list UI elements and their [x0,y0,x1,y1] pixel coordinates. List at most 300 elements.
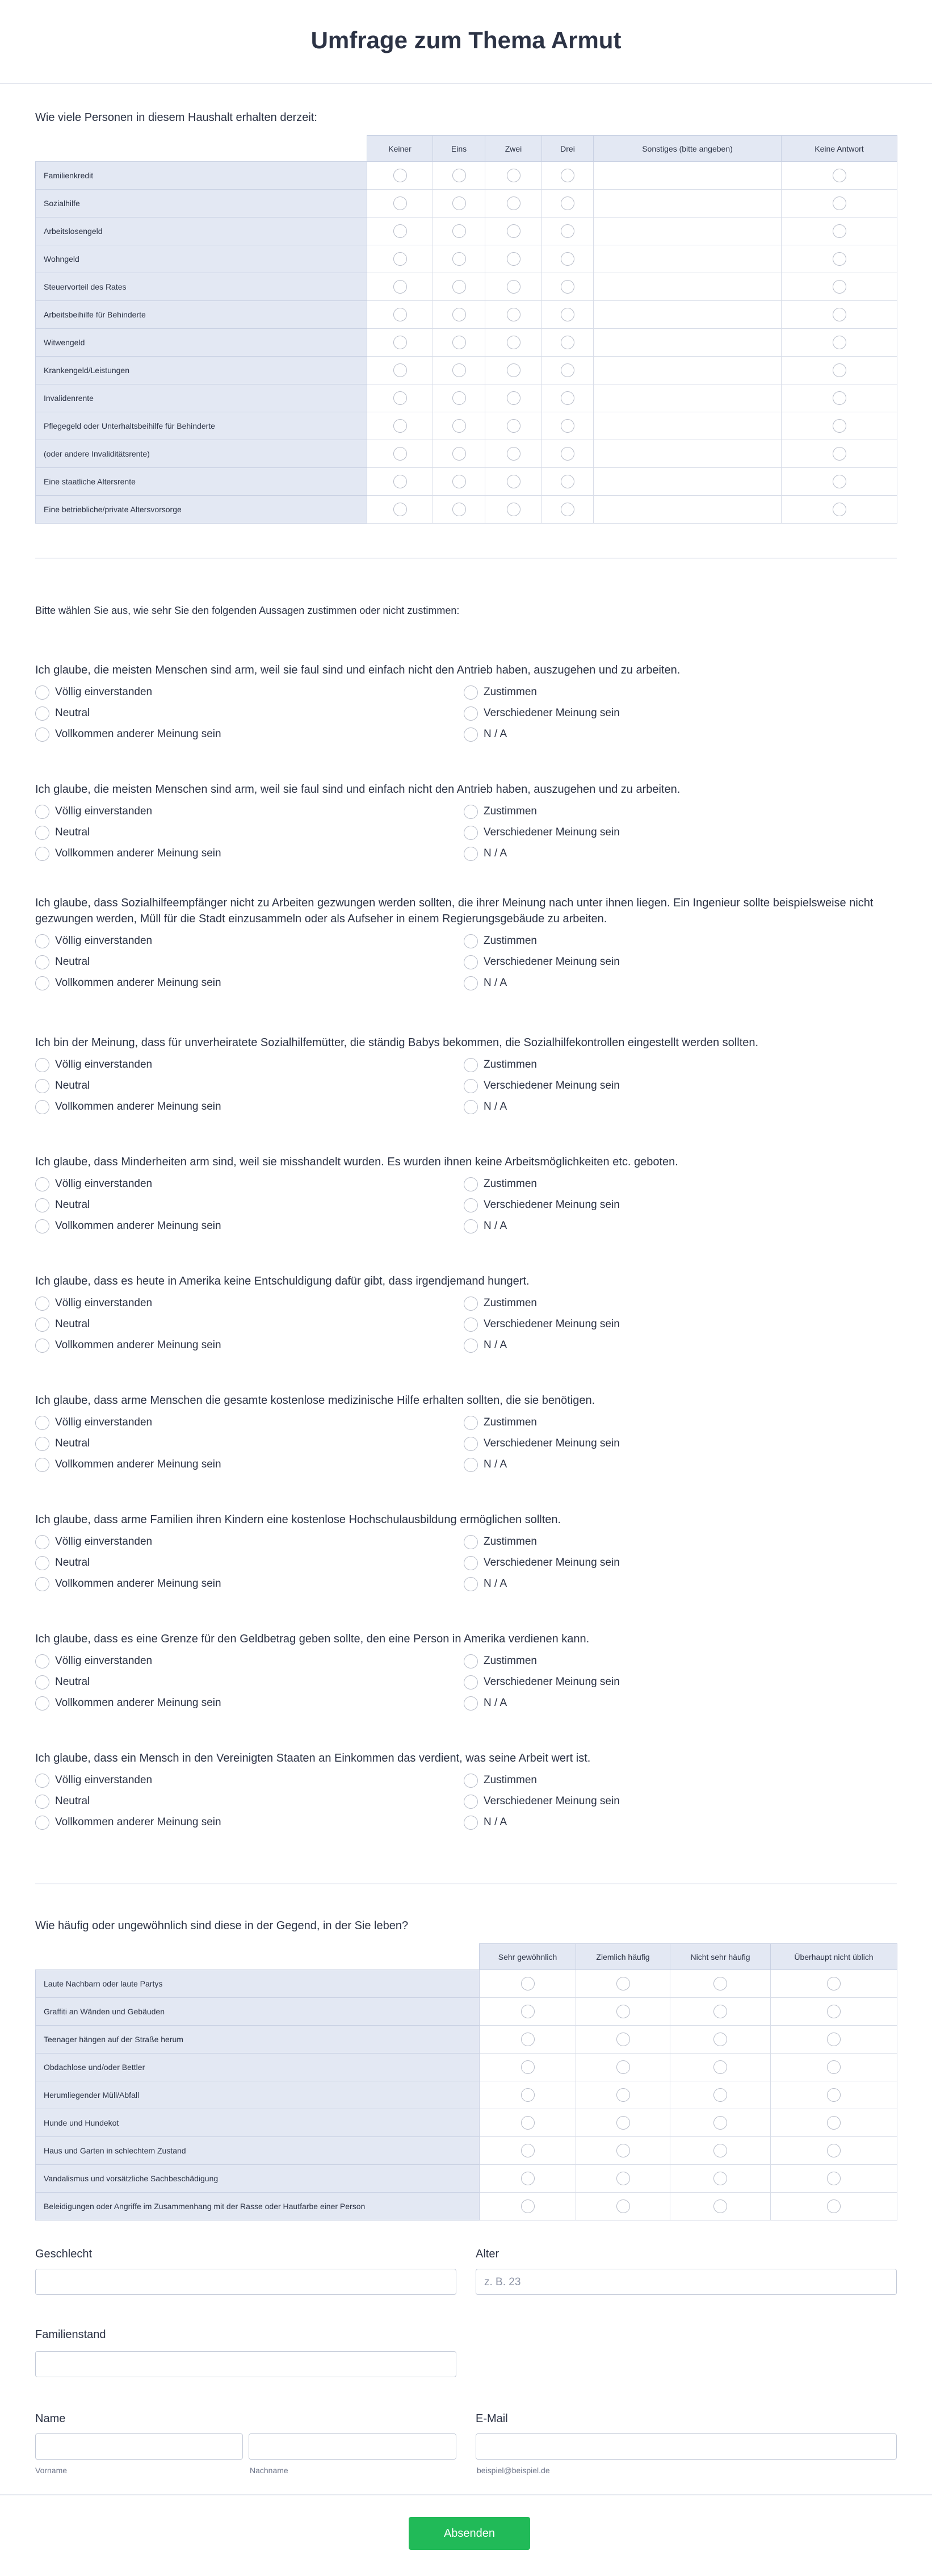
email-input[interactable] [476,2433,897,2460]
matrix-radio[interactable] [452,280,466,294]
radio-circle[interactable] [464,1696,478,1711]
radio-circle[interactable] [35,1696,49,1711]
other-specify-input[interactable] [594,412,782,440]
radio-circle[interactable] [35,1100,49,1114]
radio-option[interactable] [464,1576,892,1591]
radio-option[interactable] [35,1415,464,1430]
matrix-radio[interactable] [616,2005,630,2018]
radio-circle[interactable] [464,1535,478,1549]
matrix-radio[interactable] [833,308,846,321]
matrix-radio[interactable] [713,1977,727,1990]
matrix-cell [771,1970,897,1998]
radio-circle[interactable] [464,1556,478,1570]
matrix-radio[interactable] [452,475,466,488]
other-specify-input[interactable] [594,357,782,384]
matrix-row-label: Vandalismus und vorsätzliche Sachbeschädigung [36,2165,480,2193]
matrix-cell [542,218,594,245]
other-specify-input[interactable] [594,162,782,190]
radio-option[interactable] [35,1773,464,1788]
radio-circle[interactable] [464,1297,478,1311]
radio-option[interactable] [35,825,464,840]
matrix-radio[interactable] [616,2088,630,2102]
age-input[interactable]: z. B. 23 [476,2269,897,2295]
matrix-radio[interactable] [507,336,520,349]
radio-option[interactable] [464,804,892,819]
matrix-radio[interactable] [713,2060,727,2074]
matrix-cell [485,468,542,496]
radio-circle[interactable] [35,727,49,742]
radio-circle[interactable] [35,1219,49,1233]
matrix-radio[interactable] [827,2199,841,2213]
matrix-radio[interactable] [561,196,574,210]
matrix-radio[interactable] [521,2005,535,2018]
matrix-row [36,2193,897,2220]
matrix-cell [485,496,542,524]
matrix-radio[interactable] [507,391,520,405]
matrix-radio[interactable] [616,2060,630,2074]
matrix-row [36,384,897,412]
radio-option[interactable] [35,1534,464,1549]
radio-circle[interactable] [35,1339,49,1353]
radio-circle[interactable] [35,976,49,990]
radio-option[interactable] [35,1815,464,1830]
radio-option[interactable] [464,1773,892,1788]
matrix-row [36,2109,897,2137]
matrix-radio[interactable] [507,224,520,238]
radio-circle[interactable] [35,847,49,861]
other-specify-input[interactable] [594,301,782,329]
matrix-radio[interactable] [507,196,520,210]
radio-circle[interactable] [464,1675,478,1690]
radio-circle[interactable] [464,976,478,990]
radio-circle[interactable] [35,1675,49,1690]
radio-circle[interactable] [464,706,478,721]
radio-option-label: Vollkommen anderer Meinung sein [55,1101,221,1113]
matrix-radio[interactable] [393,419,407,433]
matrix-radio[interactable] [561,391,574,405]
matrix-radio[interactable] [452,308,466,321]
matrix-radio[interactable] [521,2199,535,2213]
matrix-radio[interactable] [713,2199,727,2213]
matrix-radio[interactable] [393,280,407,294]
radio-circle[interactable] [464,847,478,861]
radio-option[interactable] [464,1555,892,1570]
matrix-row-label: Witwengeld [36,329,367,357]
radio-option[interactable] [35,1057,464,1072]
statement-text: Ich bin der Meinung, dass für unverheiratete Sozialhilfemütter, die ständig Babys bekommen, die Sozialhilfekontrollen eingestellt werden sollten. [35,1036,759,1049]
statement-options [35,1654,897,1711]
radio-option[interactable] [35,1675,464,1690]
radio-circle[interactable] [464,1774,478,1788]
other-specify-input[interactable] [594,218,782,245]
matrix-radio[interactable] [521,1977,535,1990]
radio-circle[interactable] [35,1416,49,1430]
matrix-cell [480,2193,576,2220]
radio-option-label: Vollkommen anderer Meinung sein [55,728,221,740]
matrix-radio[interactable] [507,447,520,461]
matrix-radio[interactable] [561,224,574,238]
radio-circle[interactable] [464,1219,478,1233]
radio-option[interactable] [464,1815,892,1830]
radio-option[interactable] [35,706,464,721]
matrix-cell [485,440,542,468]
other-specify-input[interactable] [594,245,782,273]
matrix-radio[interactable] [833,196,846,210]
radio-circle[interactable] [464,1079,478,1093]
radio-circle[interactable] [35,1774,49,1788]
radio-circle[interactable] [464,1458,478,1472]
radio-circle[interactable] [464,727,478,742]
radio-option[interactable] [35,1177,464,1191]
first-name-input[interactable] [35,2433,243,2460]
matrix-radio[interactable] [616,2116,630,2130]
matrix-radio[interactable] [561,169,574,182]
matrix-radio[interactable] [521,2060,535,2074]
radio-circle[interactable] [464,1058,478,1072]
matrix-radio[interactable] [827,2060,841,2074]
radio-circle[interactable] [464,685,478,700]
radio-circle[interactable] [464,1177,478,1191]
matrix-radio[interactable] [616,2199,630,2213]
radio-option[interactable] [35,1654,464,1668]
statement-options [35,685,897,742]
matrix-column-header: Drei [542,136,594,162]
matrix-radio[interactable] [713,2144,727,2157]
matrix-radio[interactable] [507,363,520,377]
matrix-radio[interactable] [507,252,520,266]
radio-option[interactable] [35,727,464,742]
radio-option-label: Verschiedener Meinung sein [484,707,620,719]
radio-circle[interactable] [35,1198,49,1212]
radio-circle[interactable] [464,1416,478,1430]
radio-circle[interactable] [35,1795,49,1809]
radio-option[interactable] [464,1177,892,1191]
radio-circle[interactable] [35,1079,49,1093]
matrix-radio[interactable] [393,196,407,210]
statement-text: Ich glaube, dass Minderheiten arm sind, weil sie misshandelt wurden. Es wurden ihnen keine Arbeitsmöglichkeiten etc. geboten. [35,1156,678,1168]
matrix-radio[interactable] [833,252,846,266]
matrix-row [36,2081,897,2109]
radio-option[interactable] [35,1099,464,1114]
radio-circle[interactable] [35,1654,49,1668]
radio-option[interactable] [35,976,464,990]
radio-option[interactable] [35,685,464,700]
radio-option[interactable] [35,1457,464,1472]
radio-circle[interactable] [464,1437,478,1451]
radio-circle[interactable] [35,1437,49,1451]
radio-circle[interactable] [35,1177,49,1191]
other-specify-input[interactable] [594,496,782,524]
radio-option[interactable] [464,1317,892,1332]
matrix-radio[interactable] [833,169,846,182]
radio-option[interactable] [464,825,892,840]
radio-option[interactable] [35,1555,464,1570]
matrix-radio[interactable] [833,447,846,461]
radio-option[interactable] [464,1338,892,1353]
matrix-radio[interactable] [393,475,407,488]
radio-circle[interactable] [35,1318,49,1332]
radio-circle[interactable] [464,1339,478,1353]
radio-circle[interactable] [464,1318,478,1332]
matrix-radio[interactable] [713,2172,727,2185]
radio-option[interactable] [464,1696,892,1711]
matrix-radio[interactable] [393,336,407,349]
matrix-radio[interactable] [521,2172,535,2185]
matrix-cell [782,412,897,440]
radio-option[interactable] [35,1338,464,1353]
matrix-radio[interactable] [561,280,574,294]
radio-option[interactable] [35,1696,464,1711]
matrix-cell [485,190,542,218]
radio-option[interactable] [464,1296,892,1311]
other-specify-input[interactable] [594,440,782,468]
radio-circle[interactable] [464,955,478,969]
radio-option-label: N / A [484,1220,507,1232]
matrix-radio[interactable] [452,503,466,516]
matrix-radio[interactable] [452,363,466,377]
matrix-row-label: Hunde und Hundekot [36,2109,480,2137]
matrix-radio[interactable] [713,2033,727,2046]
matrix-radio[interactable] [561,308,574,321]
radio-circle[interactable] [464,934,478,948]
radio-circle[interactable] [464,1100,478,1114]
matrix-radio[interactable] [452,224,466,238]
radio-option[interactable] [464,727,892,742]
matrix-radio[interactable] [452,447,466,461]
radio-option[interactable] [464,934,892,948]
radio-option[interactable] [35,1317,464,1332]
radio-option[interactable] [464,1219,892,1233]
matrix-cell [433,245,485,273]
radio-circle[interactable] [35,1816,49,1830]
matrix-cell [367,357,433,384]
matrix-radio[interactable] [713,2088,727,2102]
radio-option[interactable] [464,955,892,969]
matrix-radio[interactable] [521,2088,535,2102]
matrix-cell [367,329,433,357]
matrix-cell [367,218,433,245]
matrix-radio[interactable] [561,503,574,516]
matrix-radio[interactable] [713,2116,727,2130]
radio-circle[interactable] [35,1058,49,1072]
matrix-radio[interactable] [827,2116,841,2130]
radio-circle[interactable] [464,1816,478,1830]
matrix-radio[interactable] [616,2172,630,2185]
radio-option[interactable] [35,1436,464,1451]
statement-options [35,1177,897,1233]
matrix-radio[interactable] [833,280,846,294]
radio-option-label: Vollkommen anderer Meinung sein [55,1578,221,1590]
matrix-radio[interactable] [827,2144,841,2157]
radio-option-label: Zustimmen [484,1178,537,1190]
matrix-radio[interactable] [393,503,407,516]
matrix-radio[interactable] [521,2144,535,2157]
matrix-cell [433,273,485,301]
matrix-cell [782,218,897,245]
matrix-radio[interactable] [827,2088,841,2102]
matrix-cell [433,301,485,329]
radio-option[interactable] [464,1057,892,1072]
matrix-corner [36,136,367,162]
matrix-radio[interactable] [521,2033,535,2046]
other-specify-input[interactable] [594,273,782,301]
radio-option-label: Neutral [55,1080,90,1092]
radio-circle[interactable] [35,955,49,969]
radio-option[interactable] [464,1415,892,1430]
matrix-radio[interactable] [561,336,574,349]
matrix-radio[interactable] [561,252,574,266]
radio-option[interactable] [35,955,464,969]
matrix-cell [367,245,433,273]
radio-option[interactable] [464,685,892,700]
radio-circle[interactable] [35,805,49,819]
radio-option-label: Verschiedener Meinung sein [484,956,620,968]
matrix-radio[interactable] [452,336,466,349]
radio-option[interactable] [35,1219,464,1233]
radio-option[interactable] [464,706,892,721]
matrix-radio[interactable] [393,308,407,321]
matrix-radio[interactable] [393,252,407,266]
matrix-radio[interactable] [616,1977,630,1990]
radio-option-label: Neutral [55,826,90,838]
other-specify-input[interactable] [594,468,782,496]
matrix-radio[interactable] [452,196,466,210]
radio-option[interactable] [464,1078,892,1093]
radio-option[interactable] [464,1436,892,1451]
matrix-radio[interactable] [616,2144,630,2157]
radio-option-label: Völlig einverstanden [55,1178,153,1190]
radio-circle[interactable] [464,1654,478,1668]
radio-circle[interactable] [35,1577,49,1591]
matrix-radio[interactable] [452,419,466,433]
radio-option-label: Zustimmen [484,686,537,698]
radio-circle[interactable] [35,685,49,700]
radio-circle[interactable] [464,1577,478,1591]
radio-option[interactable] [464,1198,892,1212]
radio-option-label: Vollkommen anderer Meinung sein [55,847,221,859]
matrix-radio[interactable] [827,2172,841,2185]
matrix-radio[interactable] [393,224,407,238]
radio-circle[interactable] [464,1795,478,1809]
matrix-radio[interactable] [833,336,846,349]
matrix-radio[interactable] [393,169,407,182]
statement-question [35,1392,897,1472]
matrix-radio[interactable] [827,2033,841,2046]
matrix-radio[interactable] [833,503,846,516]
matrix-column-header: Keine Antwort [782,136,897,162]
matrix-radio[interactable] [713,2005,727,2018]
matrix-cell [771,2081,897,2109]
radio-option[interactable] [464,1654,892,1668]
matrix-column-header: Ziemlich häufig [576,1944,670,1970]
radio-option[interactable] [35,934,464,948]
radio-option[interactable] [464,976,892,990]
radio-option-label: Neutral [55,1795,90,1807]
matrix-radio[interactable] [452,252,466,266]
matrix-radio[interactable] [833,224,846,238]
matrix-radio[interactable] [561,363,574,377]
radio-option[interactable] [464,1457,892,1472]
matrix-row [36,468,897,496]
matrix-radio[interactable] [616,2033,630,2046]
matrix-radio[interactable] [507,308,520,321]
matrix-cell [542,190,594,218]
matrix-cell [670,2081,771,2109]
other-specify-input[interactable] [594,329,782,357]
other-specify-input[interactable] [594,384,782,412]
matrix-radio[interactable] [507,475,520,488]
matrix-radio[interactable] [507,419,520,433]
radio-circle[interactable] [464,805,478,819]
matrix-radio[interactable] [561,419,574,433]
radio-option[interactable] [464,1794,892,1809]
radio-circle[interactable] [464,826,478,840]
matrix-radio[interactable] [561,447,574,461]
gender-select[interactable] [35,2269,456,2295]
matrix-radio[interactable] [507,503,520,516]
matrix-radio[interactable] [827,2005,841,2018]
matrix-cell [771,2054,897,2081]
radio-circle[interactable] [35,826,49,840]
other-specify-input[interactable] [594,190,782,218]
radio-circle[interactable] [35,1458,49,1472]
matrix-radio[interactable] [452,391,466,405]
matrix-radio[interactable] [833,391,846,405]
matrix-radio[interactable] [393,363,407,377]
marital-status-select[interactable] [35,2351,456,2377]
matrix-radio[interactable] [561,475,574,488]
matrix-radio[interactable] [833,363,846,377]
radio-option[interactable] [35,1794,464,1809]
radio-option-label: N / A [484,1578,507,1590]
radio-option[interactable] [464,1534,892,1549]
matrix-row [36,440,897,468]
radio-circle[interactable] [35,1535,49,1549]
radio-option[interactable] [464,1099,892,1114]
matrix-row [36,357,897,384]
radio-circle[interactable] [35,1297,49,1311]
radio-circle[interactable] [35,1556,49,1570]
matrix-row-label: Arbeitsbeihilfe für Behinderte [36,301,367,329]
radio-option[interactable] [464,846,892,861]
matrix-radio[interactable] [521,2116,535,2130]
matrix-radio[interactable] [452,169,466,182]
matrix-cell [782,357,897,384]
radio-option[interactable] [35,1576,464,1591]
radio-circle[interactable] [35,706,49,721]
radio-option-label: Vollkommen anderer Meinung sein [55,977,221,989]
matrix-radio[interactable] [393,391,407,405]
radio-option[interactable] [35,1296,464,1311]
radio-option[interactable] [35,1198,464,1212]
matrix-radio[interactable] [833,419,846,433]
matrix-radio[interactable] [507,169,520,182]
last-name-input[interactable] [249,2433,456,2460]
radio-option[interactable] [35,804,464,819]
radio-circle[interactable] [464,1198,478,1212]
matrix-radio[interactable] [827,1977,841,1990]
matrix-radio[interactable] [507,280,520,294]
radio-option[interactable] [35,846,464,861]
radio-circle[interactable] [35,934,49,948]
radio-option[interactable] [464,1675,892,1690]
matrix-radio[interactable] [833,475,846,488]
submit-button[interactable]: Absenden [409,2517,530,2550]
radio-option-label: Zustimmen [484,1416,537,1428]
radio-option[interactable] [35,1078,464,1093]
matrix-radio[interactable] [393,447,407,461]
matrix-row-label: Krankengeld/Leistungen [36,357,367,384]
